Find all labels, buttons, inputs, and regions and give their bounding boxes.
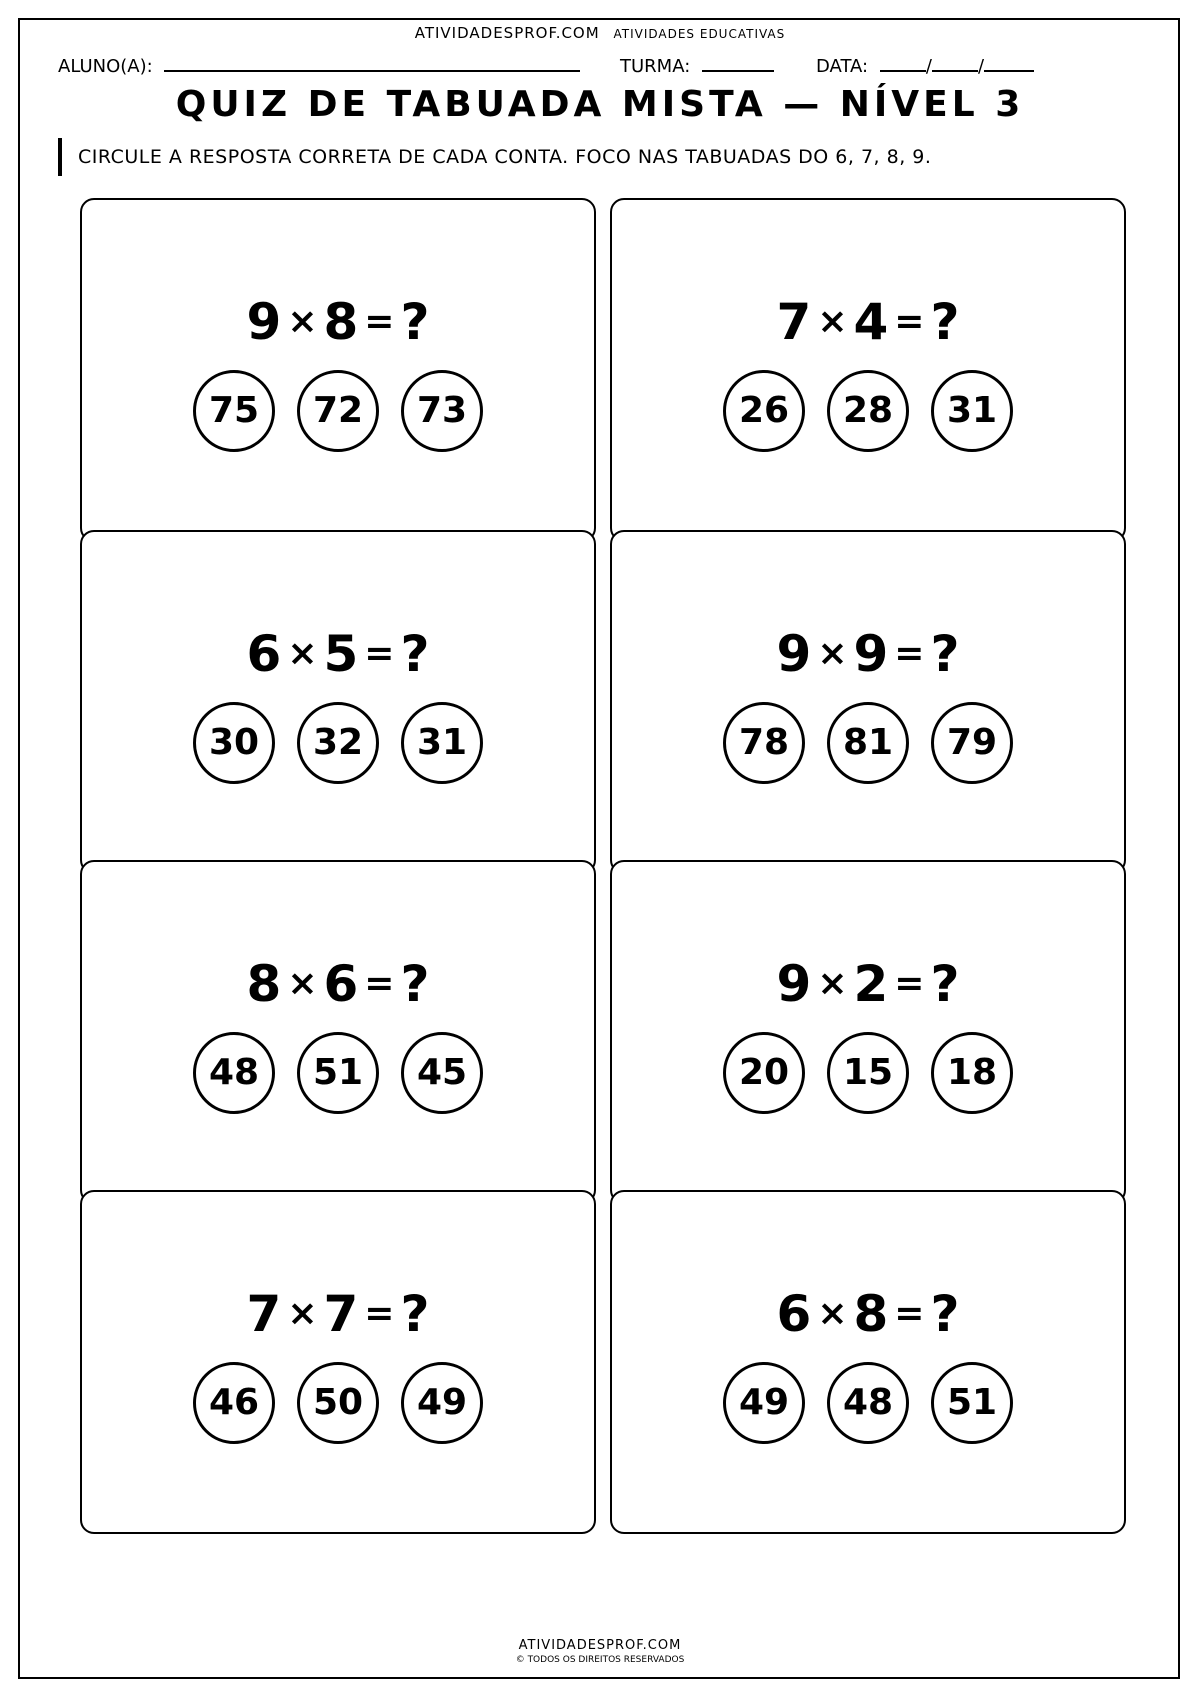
answer-option-circle[interactable]: 18 [931, 1032, 1013, 1114]
problem-card [610, 530, 1126, 874]
date-day-line[interactable] [880, 52, 926, 72]
problem-expression [82, 1286, 594, 1342]
operand-b: 2 [853, 955, 889, 1013]
answer-option-circle[interactable]: 20 [723, 1032, 805, 1114]
answer-option-circle[interactable]: 51 [931, 1362, 1013, 1444]
answer-options [612, 370, 1124, 452]
problem-expression [612, 294, 1124, 350]
problem-grid [80, 198, 1126, 1618]
multiply-sign: × [287, 301, 318, 342]
operand-b: 5 [323, 625, 359, 683]
answer-options [82, 370, 594, 452]
question-mark: ? [930, 955, 960, 1013]
answer-option-circle[interactable]: 72 [297, 370, 379, 452]
page-title: QUIZ DE TABUADA MISTA — NÍVEL 3 [175, 84, 1025, 125]
equals-sign: = [894, 633, 925, 674]
answer-options [82, 1032, 594, 1114]
operand-b: 8 [853, 1285, 889, 1343]
operand-b: 7 [323, 1285, 359, 1343]
operand-a: 7 [246, 1285, 282, 1343]
problem-expression [612, 626, 1124, 682]
date-field [816, 52, 1034, 77]
multiply-sign: × [287, 963, 318, 1004]
problem-card [80, 530, 596, 874]
operand-b: 4 [853, 293, 889, 351]
question-mark: ? [930, 293, 960, 351]
problem-card [610, 860, 1126, 1204]
multiply-sign: × [817, 1293, 848, 1334]
footer-rights: © TODOS OS DIREITOS RESERVADOS [515, 1655, 685, 1665]
answer-option-circle[interactable]: 32 [297, 702, 379, 784]
site-header [0, 24, 1200, 42]
equals-sign: = [364, 301, 395, 342]
student-name-line[interactable] [164, 52, 580, 72]
equals-sign: = [894, 963, 925, 1004]
multiply-sign: × [287, 633, 318, 674]
answer-option-circle[interactable]: 46 [193, 1362, 275, 1444]
problem-expression [612, 1286, 1124, 1342]
answer-option-circle[interactable]: 75 [193, 370, 275, 452]
problem-expression [82, 956, 594, 1012]
answer-option-circle[interactable]: 15 [827, 1032, 909, 1114]
question-mark: ? [930, 625, 960, 683]
instruction: CIRCULE A RESPOSTA CORRETA DE CADA CONTA. FOCO NAS TABUADAS DO 6, 7, 8, 9. [58, 138, 931, 176]
operand-a: 7 [776, 293, 812, 351]
answer-options [82, 702, 594, 784]
question-mark: ? [400, 625, 430, 683]
problem-expression [612, 956, 1124, 1012]
answer-option-circle[interactable]: 50 [297, 1362, 379, 1444]
class-label: TURMA: [620, 56, 691, 77]
equals-sign: = [894, 1293, 925, 1334]
operand-b: 8 [323, 293, 359, 351]
date-slash: / [977, 56, 985, 77]
answer-option-circle[interactable]: 81 [827, 702, 909, 784]
answer-option-circle[interactable]: 28 [827, 370, 909, 452]
site-subtitle: ATIVIDADES EDUCATIVAS [613, 27, 786, 41]
footer-site: ATIVIDADESPROF.COM [518, 1638, 682, 1653]
equals-sign: = [364, 633, 395, 674]
problem-expression [82, 626, 594, 682]
problem-card [610, 1190, 1126, 1534]
operand-a: 6 [246, 625, 282, 683]
problem-expression [82, 294, 594, 350]
footer [0, 1638, 1200, 1665]
answer-options [82, 1362, 594, 1444]
answer-option-circle[interactable]: 49 [401, 1362, 483, 1444]
answer-option-circle[interactable]: 31 [401, 702, 483, 784]
operand-a: 6 [776, 1285, 812, 1343]
operand-a: 9 [776, 955, 812, 1013]
class-line[interactable] [702, 52, 774, 72]
date-month-line[interactable] [932, 52, 978, 72]
answer-option-circle[interactable]: 48 [193, 1032, 275, 1114]
multiply-sign: × [817, 633, 848, 674]
problem-card [80, 198, 596, 542]
multiply-sign: × [287, 1293, 318, 1334]
answer-option-circle[interactable]: 48 [827, 1362, 909, 1444]
answer-options [612, 1362, 1124, 1444]
problem-card [80, 860, 596, 1204]
equals-sign: = [894, 301, 925, 342]
answer-options [612, 702, 1124, 784]
date-year-line[interactable] [984, 52, 1034, 72]
answer-option-circle[interactable]: 78 [723, 702, 805, 784]
class-field [620, 52, 774, 77]
student-label: ALUNO(A): [58, 56, 153, 77]
question-mark: ? [400, 293, 430, 351]
operand-b: 9 [853, 625, 889, 683]
answer-option-circle[interactable]: 26 [723, 370, 805, 452]
operand-a: 9 [776, 625, 812, 683]
answer-option-circle[interactable]: 30 [193, 702, 275, 784]
site-name: ATIVIDADESPROF.COM [414, 24, 600, 42]
answer-option-circle[interactable]: 45 [401, 1032, 483, 1114]
answer-options [612, 1032, 1124, 1114]
question-mark: ? [400, 955, 430, 1013]
multiply-sign: × [817, 301, 848, 342]
operand-b: 6 [323, 955, 359, 1013]
answer-option-circle[interactable]: 31 [931, 370, 1013, 452]
answer-option-circle[interactable]: 49 [723, 1362, 805, 1444]
operand-a: 9 [246, 293, 282, 351]
equals-sign: = [364, 1293, 395, 1334]
answer-option-circle[interactable]: 73 [401, 370, 483, 452]
answer-option-circle[interactable]: 51 [297, 1032, 379, 1114]
date-label: DATA: [816, 56, 869, 77]
problem-card [80, 1190, 596, 1534]
student-info-row [58, 52, 1158, 78]
question-mark: ? [930, 1285, 960, 1343]
multiply-sign: × [817, 963, 848, 1004]
problem-card [610, 198, 1126, 542]
question-mark: ? [400, 1285, 430, 1343]
answer-option-circle[interactable]: 79 [931, 702, 1013, 784]
operand-a: 8 [246, 955, 282, 1013]
student-field [58, 52, 580, 77]
equals-sign: = [364, 963, 395, 1004]
date-slash: / [925, 56, 932, 77]
